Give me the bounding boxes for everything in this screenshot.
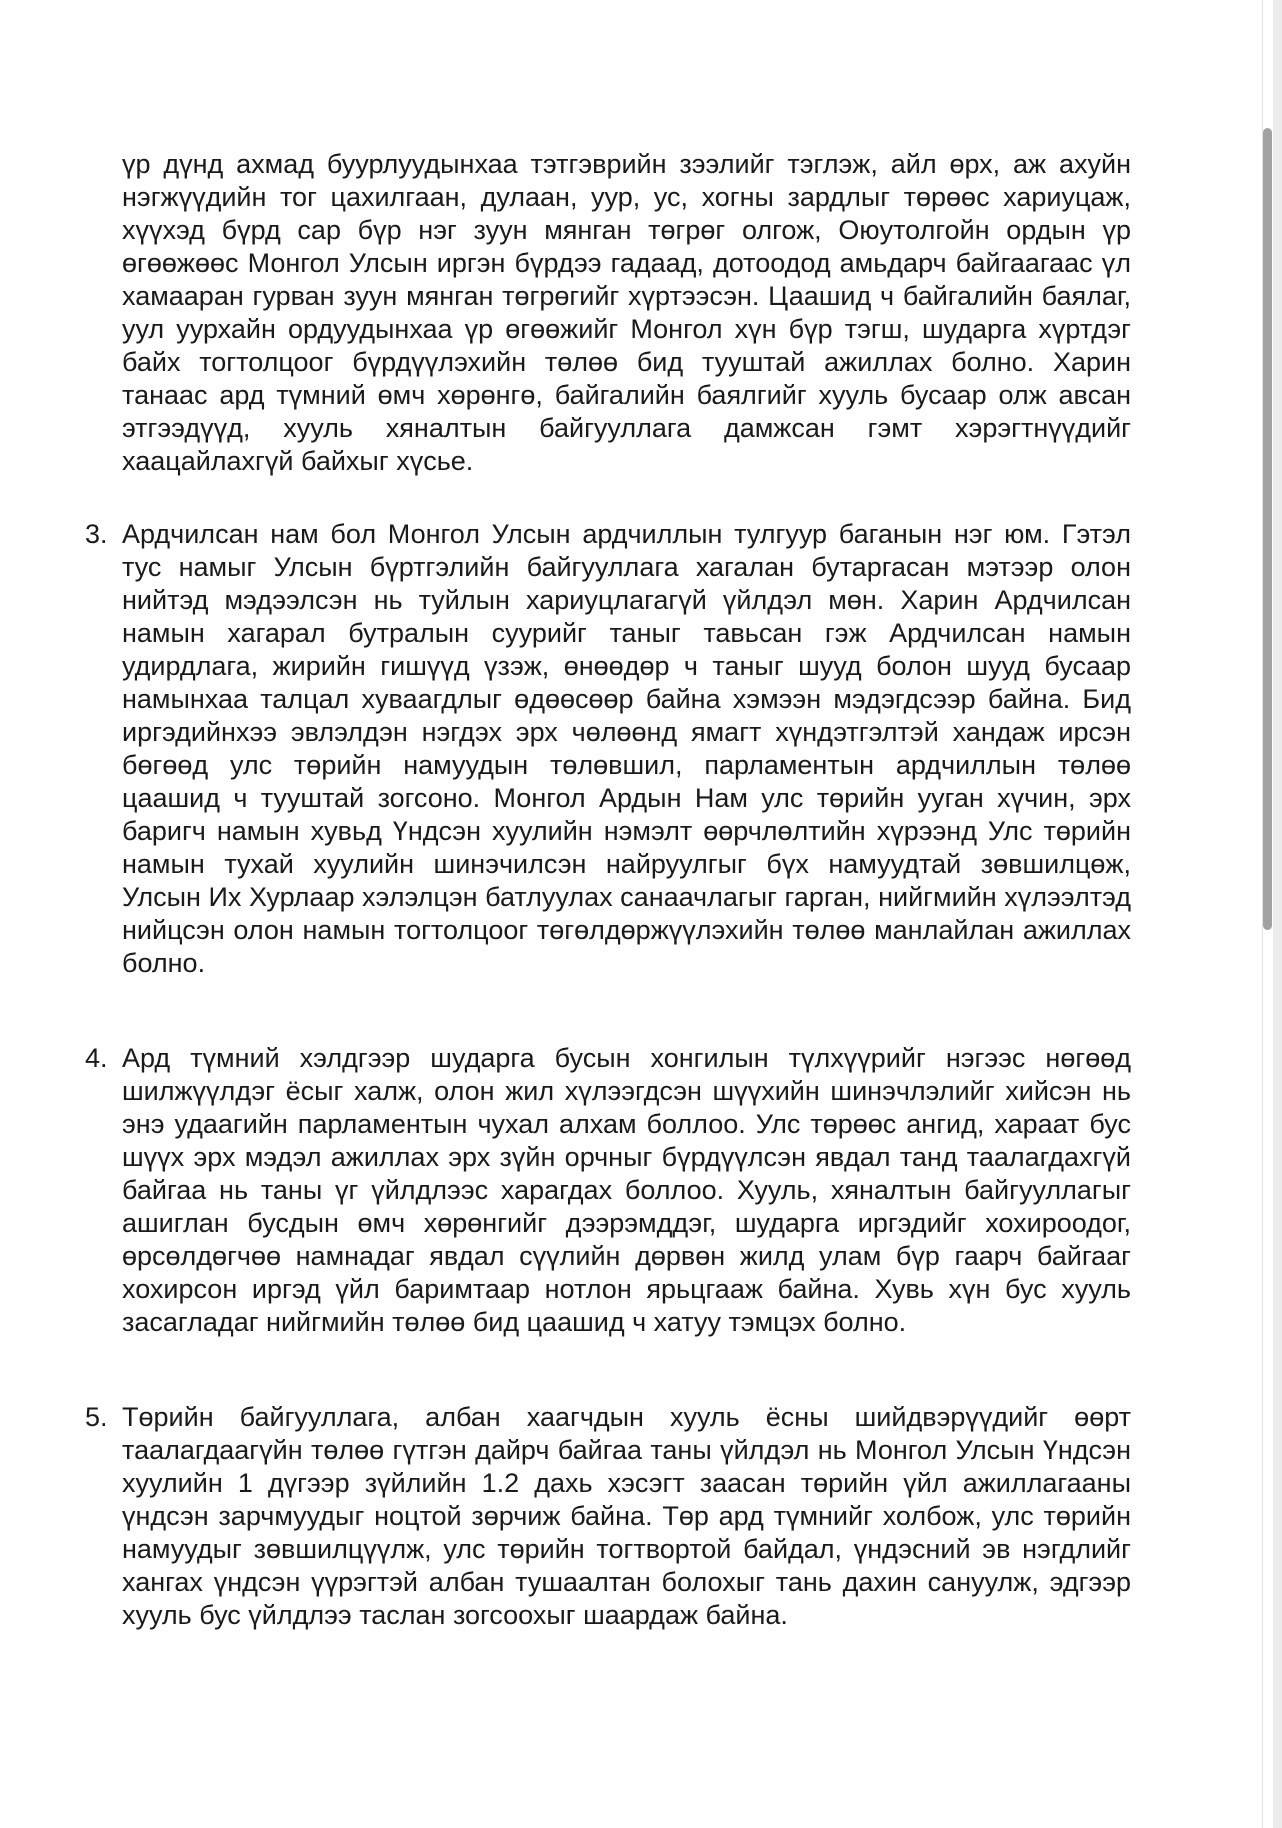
letter-body [85,148,1131,1632]
list-item-4 [85,1042,1131,1339]
item-text: Ардчилсан нам бол Монгол Улсын ардчиллын тулгуур баганын нэг юм. Гэтэл тус намыг Улсын бүртгэлийн байгууллага хагалан бутаргасан мэтээр олон нийтэд мэдээлсэн нь туйлын хариуцлагагүй үйлдэл мөн. Харин Ардчилсан намын хагарал бутралын суурийг таныг тавьсан гэж Ардчилсан намын удирдлага, жирийн гишүүд үзэж, өнөөдөр ч таныг шууд болон шууд бусаар намынхаа талцал хуваагдлыг өдөөсөөр байна хэмээн мэдэгдсээр байна. Бид иргэдийнхээ эвлэлдэн нэгдэх эрх чөлөөнд ямагт хүндэтгэлтэй хандаж ирсэн бөгөөд улс төрийн намуудын төлөвшил, парламентын ардчиллын төлөө цаашид ч тууштай зогсоно. Монгол Ардын Нам улс төрийн ууган хүчин, эрх баригч намын хувьд Үндсэн хуулийн нэмэлт өөрчлөлтийн хүрээнд Улс төрийн намын тухай хуулийн шинэчилсэн найруулгыг бүх намуудтай зөвшилцөж, Улсын Их Хурлаар хэлэлцэн батлуулах санаачлагыг гарган, нийгмийн хүлээлтэд нийцсэн олон намын тогтолцоог төгөлдөржүүлэхийн төлөө манлайлан ажиллах болно. [122,519,1131,978]
list-item-5 [85,1401,1131,1632]
scrollbar-thumb[interactable] [1263,128,1272,930]
scrollbar-gutter [1273,0,1282,1828]
item-text: Ард түмний хэлдгээр шударга бусын хонгилын түлхүүрийг нэгээс нөгөөд шилжүүлдэг ёсыг халж, олон жил хүлээгдсэн шүүхийн шинэчлэлийг хийсэн нь энэ удаагийн парламентын чухал алхам боллоо. Улс төрөөс ангид, хараат бус шүүх эрх мэдэл ажиллах эрх зүйн орчныг бүрдүүлсэн явдал танд таалагдахгүй байгаа нь таны үг үйлдлээс харагдах боллоо. Хууль, хяналтын байгууллагыг ашиглан бусдын өмч хөрөнгийг дээрэмддэг, шударга иргэдийг хохироодог, өрсөлдөгчөө намнадаг явдал сүүлийн дөрвөн жилд улам бүр гаарч байгааг хохирсон иргэд үйл баримтаар нотлон ярьцгааж байна. Хувь хүн бус хууль засагладаг нийгмийн төлөө бид цаашид ч хатуу тэмцэх болно. [122,1043,1131,1337]
item-number: 5. [85,1402,108,1432]
intro-paragraph: үр дүнд ахмад буурлуудынхаа тэтгэврийн зээлийг тэглэж, айл өрх, аж ахуйн нэгжүүдийн тог цахилгаан, дулаан, уур, ус, хогны зардлыг төрөөс хариуцаж, хүүхэд бүрд сар бүр нэг зуун мянган төгрөг олгож, Оюутолгойн ордын үр өгөөжөөс Монгол Улсын иргэн бүрдээ гадаад, дотоодод амьдарч байгаагаас үл хамааран гурван зуун мянган төгрөгийг хүртээсэн. Цаашид ч байгалийн баялаг, уул уурхайн ордуудынхаа үр өгөөжийг Монгол хүн бүр тэгш, шударга хүртдэг байх тогтолцоог бүрдүүлэхийн төлөө бид тууштай ажиллах болно. Харин танаас ард түмний өмч хөрөнгө, байгалийн баялгийг хууль бусаар олж авсан этгээдүүд, хууль хяналтын байгууллага дамжсан гэмт хэрэгтнүүдийг хаацайлахгүй байхыг хүсье. [122,149,1131,476]
item-number: 4. [85,1043,108,1073]
item-text: Төрийн байгууллага, албан хаагчдын хууль ёсны шийдвэрүүдийг өөрт таалагдаагүйн төлөө гүтгэн дайрч байгаа таны үйлдэл нь Монгол Улсын Үндсэн хуулийн 1 дүгээр зүйлийн 1.2 дахь хэсэгт заасан төрийн үйл ажиллагааны үндсэн зарчмуудыг ноцтой зөрчиж байна. Төр ард түмнийг холбож, улс төрийн намуудыг зөвшилцүүлж, улс төрийн тогтвортой байдал, үндэсний эв нэгдлийг хангах үндсэн үүрэгтэй албан тушаалтан болохыг тань дахин сануулж, эдгээр хууль бус үйлдлээ таслан зогсоохыг шаардаж байна. [122,1402,1131,1630]
list-item-3 [85,518,1131,980]
item-number: 3. [85,519,108,549]
